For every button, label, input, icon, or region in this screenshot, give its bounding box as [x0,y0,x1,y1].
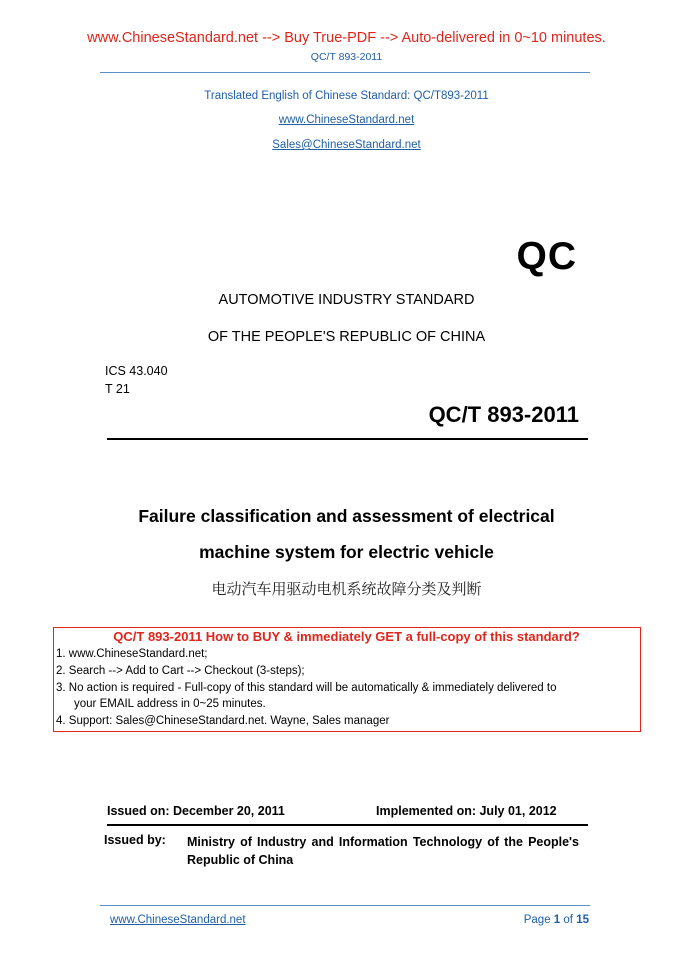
translation-note: Translated English of Chinese Standard: QC/T893-2011 [204,90,489,102]
category-code: QC [516,235,577,278]
header-divider [100,72,590,73]
buy-step-3: 3. No action is required - Full-copy of this standard will be automatically & immediately delivered to [56,682,557,694]
title-divider [107,438,588,440]
standard-type-line2: OF THE PEOPLE'S REPUBLIC OF CHINA [207,329,486,345]
issued-by-label: Issued by: [104,833,166,847]
page-label: Page [523,914,551,926]
standard-number: QC/T 893-2011 [428,402,579,427]
ics-code: ICS 43.040 [105,364,168,378]
buy-step-2: 2. Search --> Add to Cart --> Checkout (3-steps); [56,665,305,677]
page-total: 15 [576,914,589,926]
buy-step-1: 1. www.ChineseStandard.net; [56,648,208,660]
classification-code: T 21 [105,382,130,396]
page-number [524,914,589,926]
top-banner[interactable]: www.ChineseStandard.net --> Buy True-PDF --> Auto-delivered in 0~10 minutes. [87,30,606,46]
buy-heading: QC/T 893-2011 How to BUY & immediately GET a full-copy of this standard? [113,629,580,644]
implemented-date: Implemented on: July 01, 2012 [376,804,557,818]
footer-website-link[interactable]: www.ChineseStandard.net [110,914,246,926]
standard-type-line1: AUTOMOTIVE INDUSTRY STANDARD [218,292,475,308]
email-link[interactable]: Sales@ChineseStandard.net [272,139,421,151]
issuer-name: Ministry of Industry and Information Technology of the People's Republic of China [187,835,579,867]
chinese-title: 电动汽车用驱动电机系统故障分类及判断 [211,580,482,598]
footer-divider [100,905,590,906]
header-standard-code: QC/T 893-2011 [310,51,383,63]
website-link[interactable]: www.ChineseStandard.net [278,114,415,126]
buy-step-3-continuation: your EMAIL address in 0~25 minutes. [74,698,266,710]
issued-date: Issued on: December 20, 2011 [107,804,285,818]
buy-step-4: 4. Support: Sales@ChineseStandard.net. Wayne, Sales manager [56,715,390,727]
title-line1: Failure classification and assessment of electrical [138,506,555,526]
dates-divider [107,824,588,826]
title-line2: machine system for electric vehicle [199,542,494,562]
page-of: of [563,914,573,926]
page-current: 1 [553,914,561,926]
